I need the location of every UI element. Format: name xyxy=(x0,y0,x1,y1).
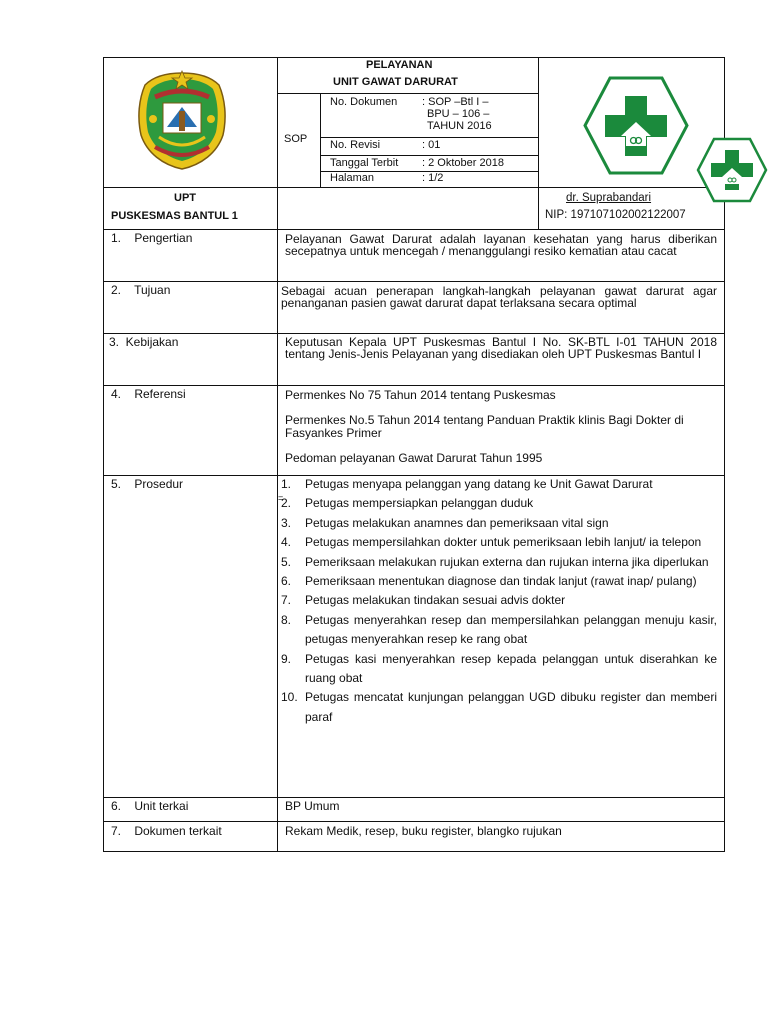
unit-line2: PUSKESMAS BANTUL 1 xyxy=(111,210,238,222)
no-dokumen-value-3: TAHUN 2016 xyxy=(427,120,492,132)
puskesmas-logo-small xyxy=(696,137,768,203)
prosedur-label: 5. Prosedur xyxy=(111,477,184,491)
header-title-line1: PELAYANAN xyxy=(366,59,433,71)
list-item: 8. Petugas menyerahkan resep dan mempersilahkan pelanggan menuju kasir, petugas menyerahkan resep ke rang obat xyxy=(281,612,717,647)
no-dokumen-value-2: BPU – 106 – xyxy=(427,108,490,120)
bantul-seal-logo xyxy=(133,67,231,172)
no-revisi-value: : 01 xyxy=(422,139,441,151)
list-item: 3. Petugas melakukan anamnes dan pemeriksaan vital sign xyxy=(281,515,609,530)
list-item: 5. Pemeriksaan melakukan rujukan externa dan rujukan interna jika diperlukan xyxy=(281,554,709,569)
referensi-item-1: Permenkes No 75 Tahun 2014 tentang Puskesmas xyxy=(285,388,556,402)
list-item: 10. Petugas mencatat kunjungan pelanggan UGD dibuku register dan memberi paraf xyxy=(281,690,717,724)
halaman-value: : 1/2 xyxy=(422,172,444,184)
kebijakan-label: 3. Kebijakan xyxy=(109,335,179,349)
list-item: 6. Pemeriksaan menentukan diagnose dan tindak lanjut (rawat inap/ pulang) xyxy=(281,574,697,589)
referensi-item-2: Permenkes No.5 Tahun 2014 tentang Panduan Praktik klinis Bagi Dokter di Fasyankes Primer xyxy=(285,413,684,440)
tujuan-text: Sebagai acuan penerapan langkah-langkah pelayanan gawat darurat agar penanganan pasien gawat darurat dapat terlaksana secara optimal xyxy=(281,284,717,310)
kebijakan-text: Keputusan Kepala UPT Puskesmas Bantul I No. SK-BTL I-01 TAHUN 2018 tentang Jenis-Jenis Pelayanan yang disediakan oleh UPT Puskesmas Bantul I xyxy=(285,335,717,361)
pengertian-label: 1. Pengertian xyxy=(111,231,193,245)
sop-label: SOP xyxy=(284,133,308,145)
header-title-line2: UNIT GAWAT DARURAT xyxy=(333,76,458,88)
list-item: 1. Petugas menyapa pelanggan yang datang ke Unit Gawat Darurat xyxy=(281,477,653,491)
tanggal-label: Tanggal Terbit xyxy=(330,157,399,169)
unit-terkait-text: BP Umum xyxy=(285,799,340,813)
tujuan-label: 2. Tujuan xyxy=(111,283,171,297)
unit-line1: UPT xyxy=(174,192,196,204)
list-item: 7. Petugas melakukan tindakan sesuai advis dokter xyxy=(281,593,566,608)
list-item: 2. Petugas mempersiapkan pelanggan duduk xyxy=(281,496,534,511)
list-item: 4. Petugas mempersilahkan dokter untuk pemeriksaan lebih lanjut/ ia telepon xyxy=(281,535,702,550)
dokumen-terkait-text: Rekam Medik, resep, buku register, blangko rujukan xyxy=(285,824,562,838)
list-item: 9. Petugas kasi menyerahkan resep kepada pelanggan untuk diserahkan ke ruang obat xyxy=(281,651,717,686)
no-dokumen-label: No. Dokumen xyxy=(330,96,398,108)
dokumen-terkait-label: 7. Dokumen terkait xyxy=(111,824,222,838)
unit-terkait-label: 6. Unit terkai xyxy=(111,799,189,813)
puskesmas-logo xyxy=(583,76,689,175)
no-dokumen-value-1: : SOP –Btl I – xyxy=(422,96,489,108)
referensi-item-3: Pedoman pelayanan Gawat Darurat Tahun 1995 xyxy=(285,451,543,465)
halaman-label: Halaman xyxy=(330,172,375,184)
referensi-label: 4. Referensi xyxy=(111,387,186,401)
no-revisi-label: No. Revisi xyxy=(330,139,381,151)
signatory-nip: NIP: 197107102002122007 xyxy=(545,209,686,221)
tanggal-value: : 2 Oktober 2018 xyxy=(422,157,504,169)
pengertian-text: Pelayanan Gawat Darurat adalah layanan kesehatan yang harus diberikan secepatnya untuk mencegah / menanggulangi resiko kematian atau cacat xyxy=(285,232,717,258)
signatory-name: dr. Suprabandari xyxy=(566,192,652,204)
prosedur-steps xyxy=(281,475,717,727)
list-marker: = xyxy=(278,493,284,503)
